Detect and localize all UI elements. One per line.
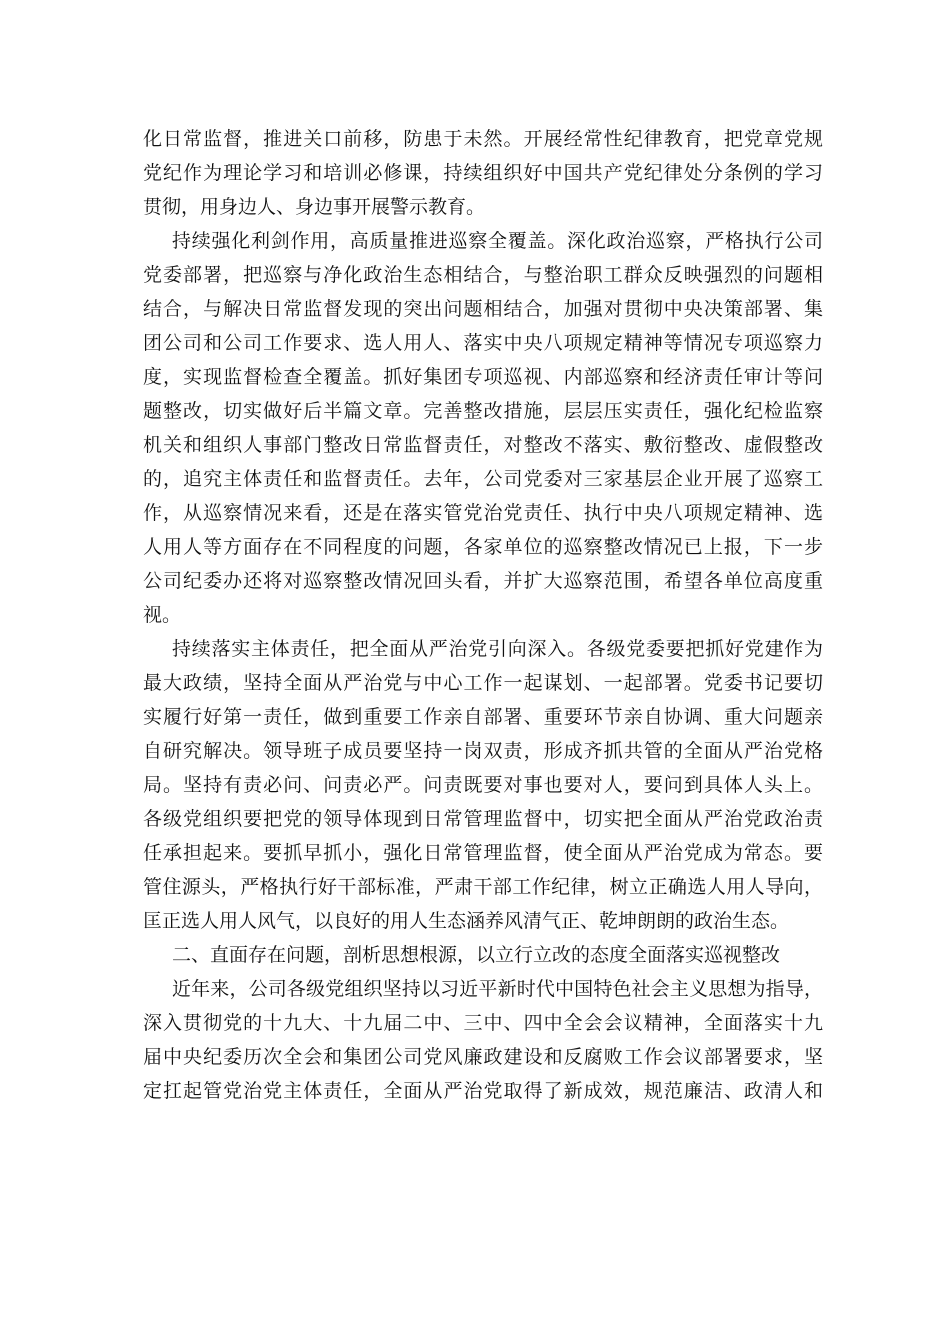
text-line: 党委部署，把巡察与净化政治生态相结合，与整治职工群众反映强烈的问题相 [143,264,823,286]
text-line: 视。 [143,604,182,626]
text-line: 管住源头，严格执行好干部标准，严肃干部工作纪律，树立正确选人用人导向， [143,876,823,898]
text-line: 局。坚持有责必问、问责必严。问责既要对事也要对人，要问到具体人头上。 [143,774,823,796]
text-line: 的，追究主体责任和监督责任。去年，公司党委对三家基层企业开展了巡察工 [143,468,823,490]
text-line: 深入贯彻党的十九大、十九届二中、三中、四中全会会议精神，全面落实十九 [143,1012,823,1034]
document-body [143,122,823,1108]
text-line: 党纪作为理论学习和培训必修课，持续组织好中国共产党纪律处分条例的学习 [143,162,823,184]
section-heading: 二、直面存在问题，剖析思想根源，以立行立改的态度全面落实巡视整改 [172,944,781,966]
text-line: 实履行好第一责任，做到重要工作亲自部署、重要环节亲自协调、重大问题亲 [143,706,823,728]
text-line: 结合，与解决日常监督发现的突出问题相结合，加强对贯彻中央决策部署、集 [143,298,823,320]
text-line: 人用人等方面存在不同程度的问题，各家单位的巡察整改情况已上报，下一步 [143,536,823,558]
text-line: 匡正选人用人风气，以良好的用人生态涵养风清气正、乾坤朗朗的政治生态。 [143,910,790,932]
text-line: 届中央纪委历次全会和集团公司党风廉政建设和反腐败工作会议部署要求，坚 [143,1046,823,1068]
text-line: 贯彻，用身边人、身边事开展警示教育。 [143,196,486,218]
text-line: 自研究解决。领导班子成员要坚持一岗双责，形成齐抓共管的全面从严治党格 [143,740,823,762]
text-line: 最大政绩，坚持全面从严治党与中心工作一起谋划、一起部署。党委书记要切 [143,672,823,694]
text-line: 题整改，切实做好后半篇文章。完善整改措施，层层压实责任，强化纪检监察 [143,400,823,422]
paragraph-first-line: 近年来，公司各级党组织坚持以习近平新时代中国特色社会主义思想为指导， [172,978,823,1000]
text-line: 任承担起来。要抓早抓小，强化日常管理监督，使全面从严治党成为常态。要 [143,842,823,864]
text-line: 定扛起管党治党主体责任，全面从严治党取得了新成效，规范廉洁、政清人和 [143,1080,823,1102]
paragraph-first-line: 持续强化利剑作用，高质量推进巡察全覆盖。深化政治巡察，严格执行公司 [172,230,823,252]
paragraph-first-line: 持续落实主体责任，把全面从严治党引向深入。各级党委要把抓好党建作为 [172,638,823,660]
text-line: 公司纪委办还将对巡察整改情况回头看，并扩大巡察范围，希望各单位高度重 [143,570,823,592]
text-line: 各级党组织要把党的领导体现到日常管理监督中，切实把全面从严治党政治责 [143,808,823,830]
text-line: 团公司和公司工作要求、选人用人、落实中央八项规定精神等情况专项巡察力 [143,332,823,354]
text-line: 机关和组织人事部门整改日常监督责任，对整改不落实、敷衍整改、虚假整改 [143,434,823,456]
text-line: 化日常监督，推进关口前移，防患于未然。开展经常性纪律教育，把党章党规 [143,128,823,150]
text-line: 作，从巡察情况来看，还是在落实管党治党责任、执行中央八项规定精神、选 [143,502,823,524]
text-line: 度，实现监督检查全覆盖。抓好集团专项巡视、内部巡察和经济责任审计等问 [143,366,823,388]
